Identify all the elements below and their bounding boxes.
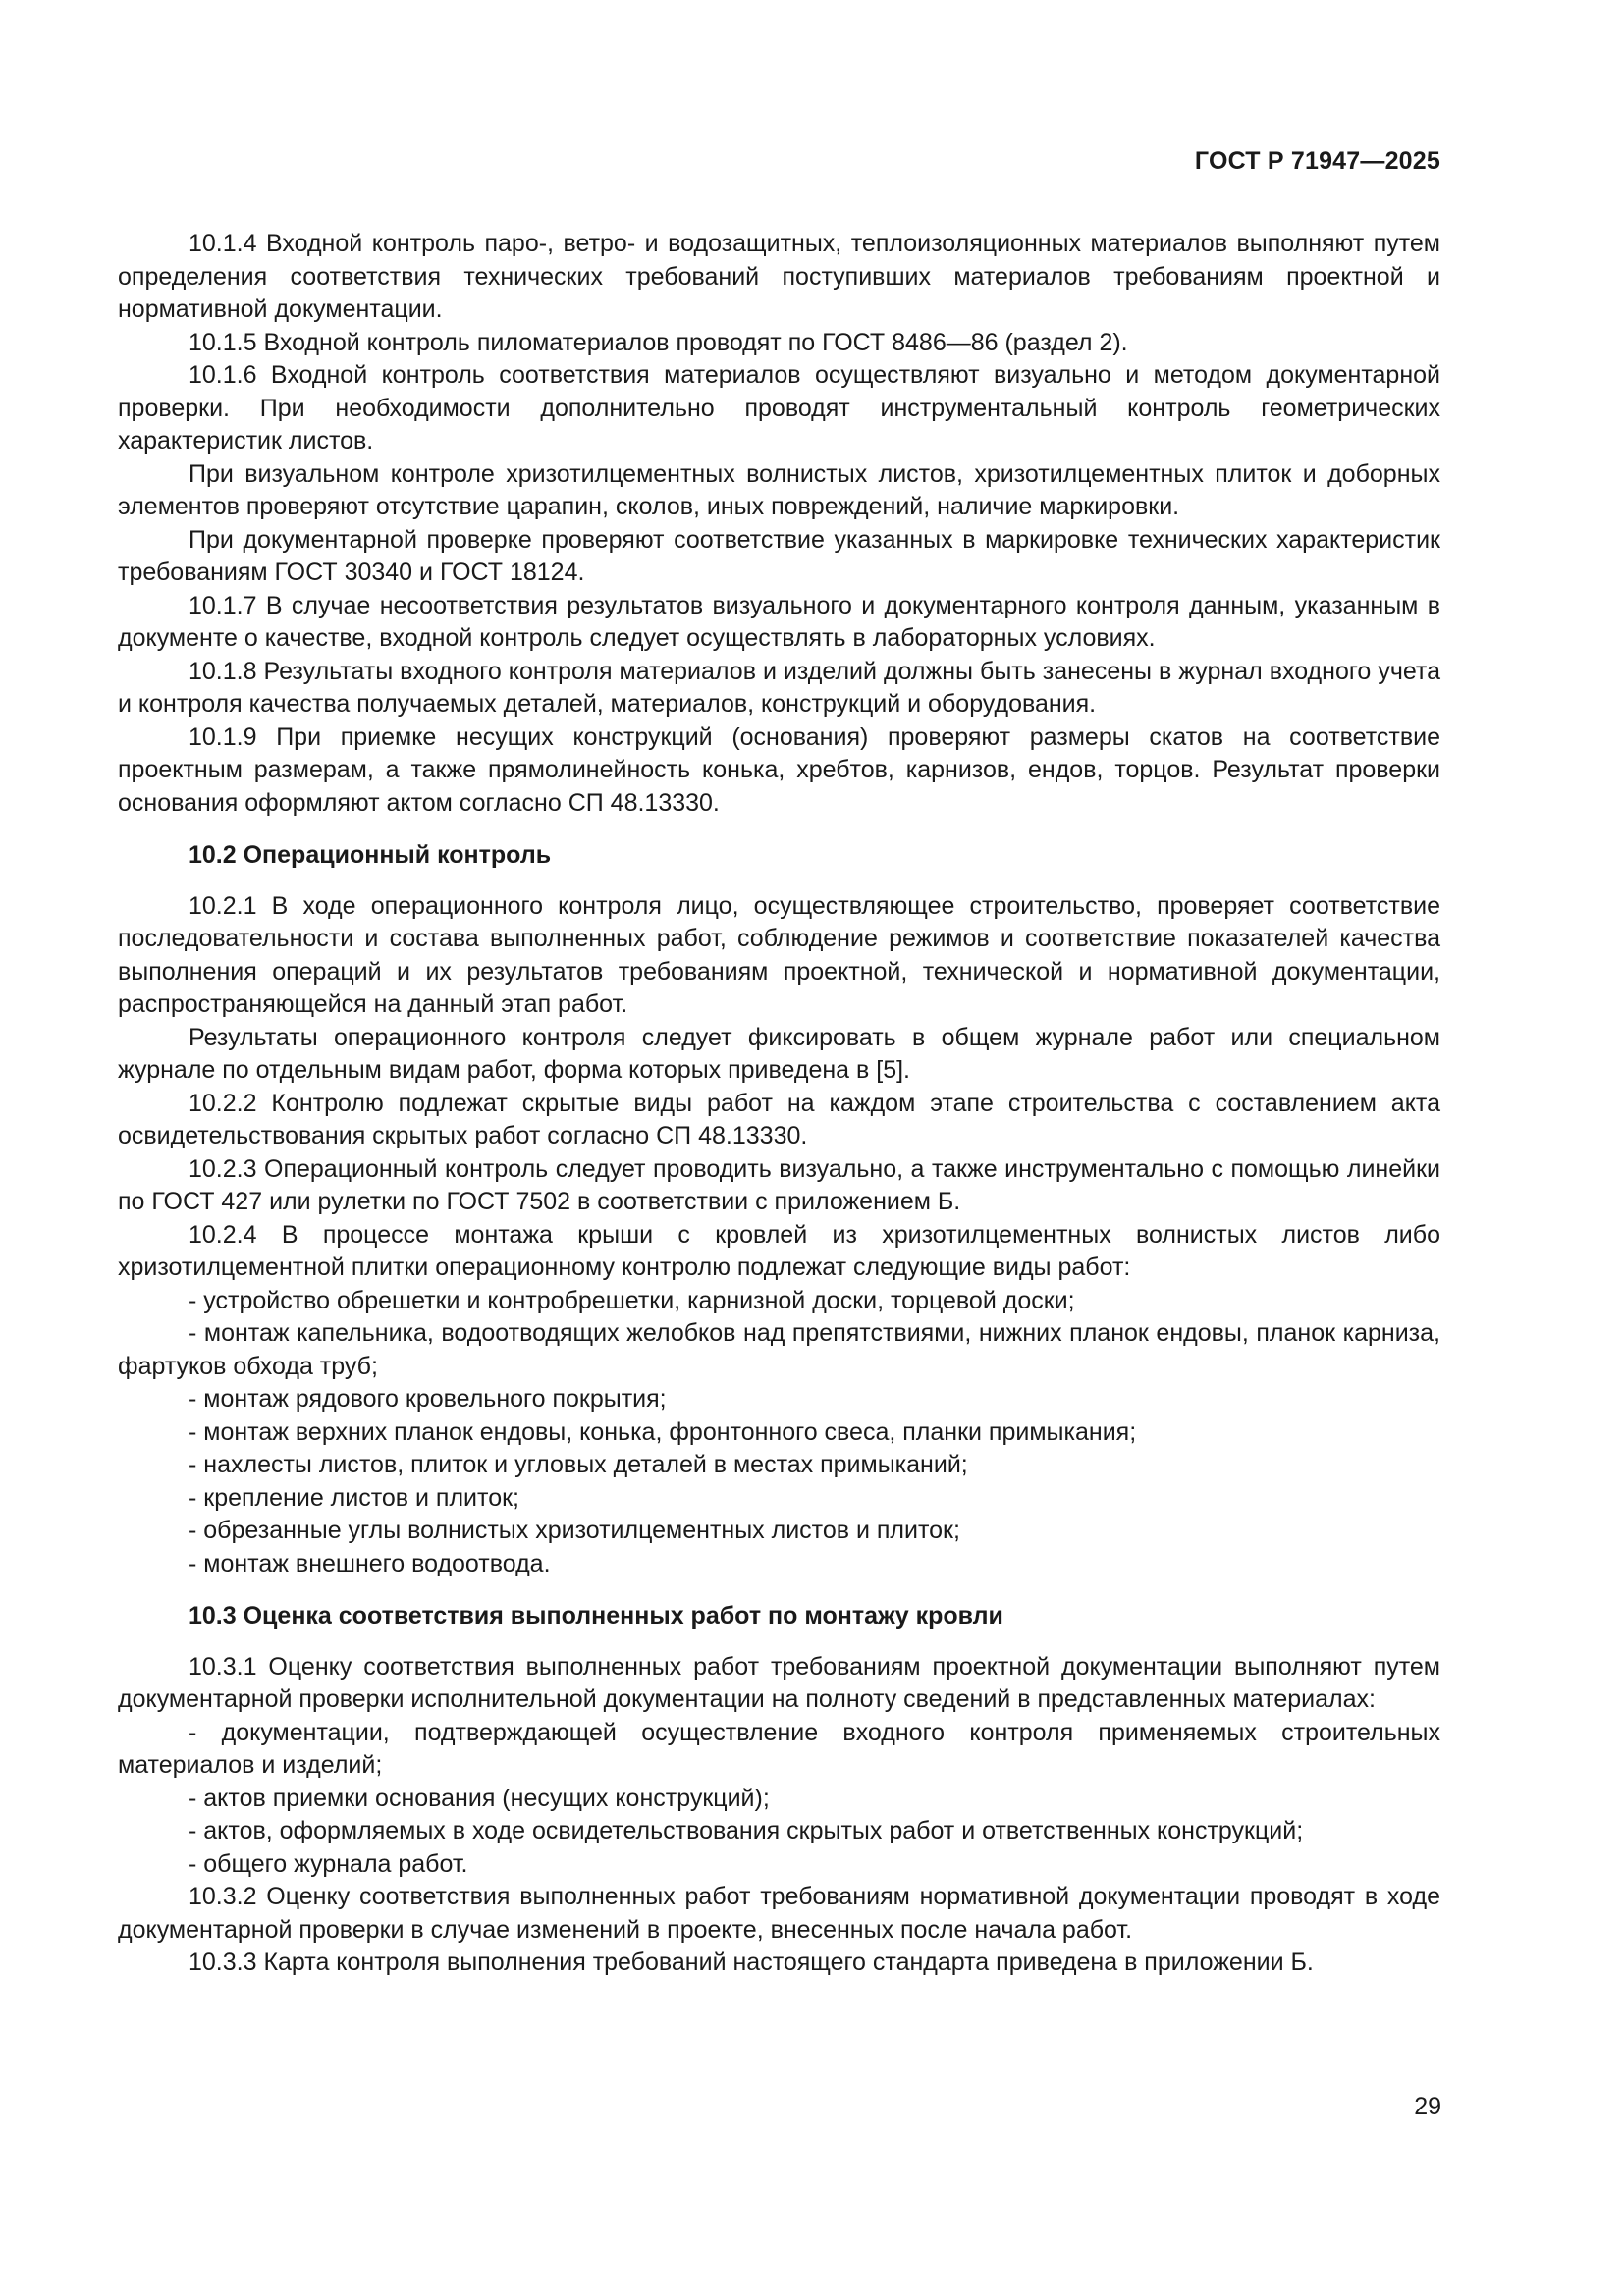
paragraph-10-3-1: 10.3.1 Оценку соответствия выполненных работ требованиям проектной документации выполняют путем документарной проверки исполнительной документации на полноту сведений в представленных материалах: — [118, 1652, 1440, 1713]
list-item: - актов, оформляемых в ходе освидетельствования скрытых работ и ответственных конструкций; — [189, 1817, 1304, 1844]
paragraph-10-1-5: 10.1.5 Входной контроль пиломатериалов проводят по ГОСТ 8486—86 (раздел 2). — [189, 328, 1128, 356]
list-item: - общего журнала работ. — [189, 1849, 468, 1878]
paragraph-10-2-2: 10.2.2 Контролю подлежат скрытые виды работ на каждом этапе строительства с составлением акта освидетельствования скрытых работ согласно СП 48.13330. — [118, 1089, 1440, 1149]
list-item: - устройство обрешетки и контробрешетки, карнизной доски, торцевой доски; — [189, 1286, 1075, 1314]
list-item: - нахлесты листов, плиток и угловых деталей в местах примыканий; — [189, 1451, 968, 1478]
paragraph-10-1-8: 10.1.8 Результаты входного контроля материалов и изделий должны быть занесены в журнал входного учета и контроля качества получаемых деталей, материалов, конструкций и оборудования. — [118, 657, 1440, 718]
list-item: - крепление листов и плиток; — [189, 1483, 519, 1512]
paragraph-10-1-9: 10.1.9 При приемке несущих конструкций (основания) проверяют размеры скатов на соответствие проектным размерам, а также прямолинейность конька, хребтов, карнизов, ендов, торцов. Результат проверки основания оформляют актом согласно СП 48.13330. — [118, 722, 1440, 817]
paragraph-10-3-2: 10.3.2 Оценку соответствия выполненных работ требованиям нормативной документации проводят в ходе документарной проверки в случае изменений в проекте, внесенных после начала работ. — [118, 1883, 1440, 1944]
paragraph-10-2-3: 10.2.3 Операционный контроль следует проводить визуально, а также инструментально с помощью линейки по ГОСТ 427 или рулетки по ГОСТ 7502 в соответствии с приложением Б. — [118, 1154, 1440, 1215]
paragraph-visual-control: При визуальном контроле хризотилцементных волнистых листов, хризотилцементных плиток и доборных элементов проверяют отсутствие царапин, сколов, иных повреждений, наличие маркировки. — [118, 459, 1440, 520]
paragraph-10-1-7: 10.1.7 В случае несоответствия результатов визуального и документарного контроля данным, указанным в документе о качестве, входной контроль следует осуществлять в лабораторных условиях. — [118, 591, 1440, 652]
paragraph-10-3-3: 10.3.3 Карта контроля выполнения требований настоящего стандарта приведена в приложении Б. — [189, 1949, 1314, 1976]
list-item: - документации, подтверждающей осуществление входного контроля применяемых строительных материалов и изделий; — [118, 1718, 1440, 1779]
list-item: - обрезанные углы волнистых хризотилцементных листов и плиток; — [189, 1517, 960, 1544]
paragraph-documentary-check: При документарной проверке проверяют соответствие указанных в маркировке технических характеристик требованиям ГОСТ 30340 и ГОСТ 18124. — [118, 525, 1440, 586]
paragraph-10-2-1: 10.2.1 В ходе операционного контроля лицо, осуществляющее строительство, проверяет соответствие последовательности и состава выполненных работ, соблюдение режимов и соответствие показателей качества выполнения операций и их результатов требованиям проектной, технической и нормативной документации, распространяющейся на данный этап работ. — [118, 891, 1440, 1018]
document-body — [118, 228, 1440, 1980]
list-item: - актов приемки основания (несущих конструкций); — [189, 1784, 770, 1812]
document-code-header: ГОСТ Р 71947—2025 — [1194, 147, 1440, 175]
page-number: 29 — [1414, 2093, 1441, 2120]
section-heading-10-2: 10.2 Операционный контроль — [189, 841, 552, 869]
section-heading-10-3: 10.3 Оценка соответствия выполненных работ по монтажу кровли — [189, 1602, 1003, 1629]
list-item: - монтаж рядового кровельного покрытия; — [189, 1385, 667, 1413]
paragraph-10-1-4: 10.1.4 Входной контроль паро-, ветро- и водозащитных, теплоизоляционных материалов выполняют путем определения соответствия технических требований поступивших материалов требованиям проектной и нормативной документации. — [118, 230, 1440, 323]
list-item: - монтаж внешнего водоотвода. — [189, 1549, 551, 1577]
paragraph-10-2-4: 10.2.4 В процессе монтажа крыши с кровлей из хризотилцементных волнистых листов либо хризотилцементной плитки операционному контролю подлежат следующие виды работ: — [118, 1220, 1440, 1281]
list-item: - монтаж верхних планок ендовы, конька, фронтонного свеса, планки примыкания; — [189, 1417, 1137, 1446]
list-item: - монтаж капельника, водоотводящих желобков над препятствиями, нижних планок ендовы, планок карниза, фартуков обхода труб; — [118, 1319, 1440, 1380]
paragraph-10-1-6: 10.1.6 Входной контроль соответствия материалов осуществляют визуально и методом документарной проверки. При необходимости дополнительно проводят инструментальный контроль геометрических характеристик листов. — [118, 361, 1440, 454]
paragraph-operational-results: Результаты операционного контроля следует фиксировать в общем журнале работ или специальном журнале по отдельным видам работ, форма которых приведена в [5]. — [118, 1023, 1440, 1084]
